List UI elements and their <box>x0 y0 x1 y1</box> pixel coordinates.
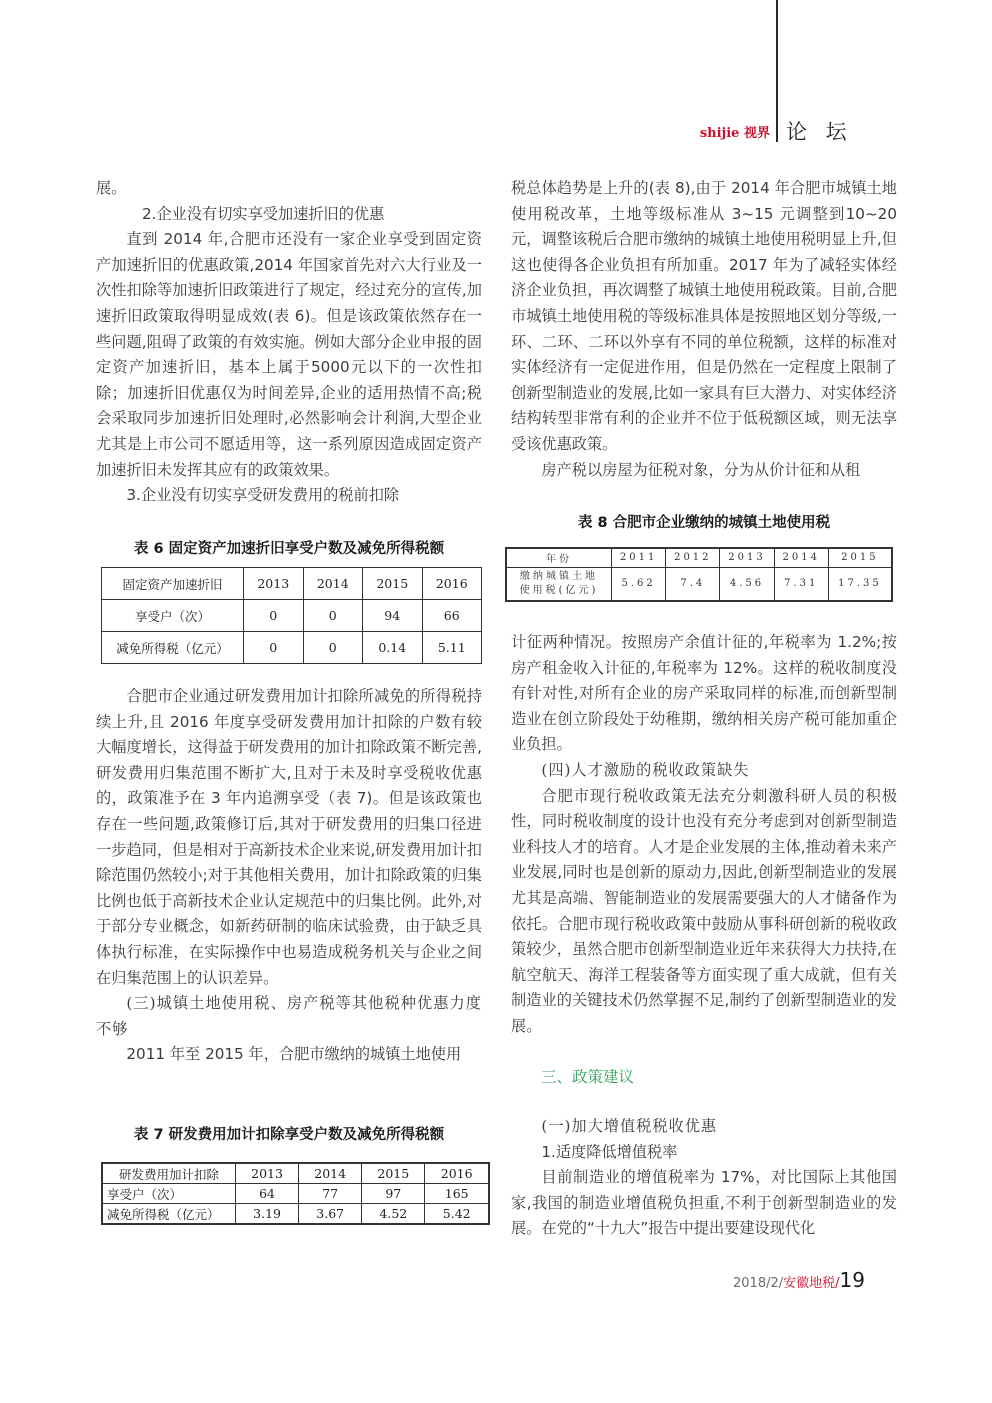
section-title: 论 坛 <box>786 120 853 144</box>
table-header-cell: 2016 <box>422 568 482 600</box>
page-number: 19 <box>839 1268 865 1292</box>
table-cell: 7.4 <box>666 567 720 601</box>
table-header-cell: 2013 <box>720 548 774 567</box>
paragraph: 合肥市现行税收政策无法充分刺激科研人员的积极性，同时税收制度的设计也没有充分考虑到对创新型制造业科技人才的培育。人才是企业发展的主体,推动着未来产业发展,同时也是创新的原动力,因此,创新型制造业的发展尤其是高端、智能制造业的发展需要强大的人才储备作为依托。合肥市现行税收政策中鼓励从事科研创新的税收政策较少，虽然合肥市创新型制造业近年来获得大力扶持,在航空航天、海洋工程装备等方面实现了重大成就，但有关制造业的关键技术仍然掌握不足,制约了创新型制造业的发展。 <box>511 786 897 1035</box>
table-cell: 4.56 <box>720 567 774 601</box>
paragraph: 展。 <box>96 179 127 197</box>
left-column-bottom <box>96 684 482 1068</box>
table-header-cell: 2016 <box>425 1163 489 1184</box>
subheading: (四)人才激励的税收政策缺失 <box>541 760 750 779</box>
paragraph: 直到 2014 年,合肥市还没有一家企业享受到固定资产加速折旧的优惠政策,2014 年国家首先对六大行业及一次性扣除等加速折旧政策进行了规定，经过充分的宣传,加速折旧政策取得明显成效(表 6)。但是该政策依然存在一些问题,阻碍了政策的有效实施。例如大部分企业申报的固定资产加速折旧，基本上属于5000元以下的一次性扣除；加速折旧优惠仅为时间差异,企业的适用热情不高;税会采取同步加速折旧处理时,必然影响会计利润,大型企业尤其是上市公司不愿适用等，这一系列原因造成固定资产加速折旧未发挥其应有的政策效果。 <box>96 230 482 479</box>
left-column-top <box>96 176 482 509</box>
table-cell: 5.62 <box>612 567 666 601</box>
table-caption: 表 6 固定资产加速折旧享受户数及减免所得税额 <box>133 541 445 557</box>
right-column-top <box>511 176 897 483</box>
subheading: 1.适度降低增值税率 <box>541 1142 678 1161</box>
table-cell: 0 <box>303 632 363 664</box>
table-cell: 17.35 <box>828 567 892 601</box>
table-row-label <box>506 567 612 601</box>
right-column-mid <box>511 630 897 1040</box>
table-cell: 0.14 <box>363 632 423 664</box>
table-cell: 减免所得税（亿元） <box>102 1204 236 1225</box>
table-header-cell: 固定资产加速折旧 <box>102 568 244 600</box>
table-header-cell: 2013 <box>236 1163 299 1184</box>
table-cell: 77 <box>299 1184 362 1204</box>
subheading: 3.企业没有切实享受研发费用的税前扣除 <box>126 486 400 505</box>
table-cell: 享受户（次） <box>102 1184 236 1204</box>
table-header-cell: 2014 <box>774 548 828 567</box>
table-header-cell: 2013 <box>244 568 304 600</box>
table-header-cell: 2014 <box>299 1163 362 1184</box>
row-label-line: 使用税(亿元) <box>519 584 599 596</box>
paragraph: 目前制造业的增值税率为 17%，对比国际上其他国家,我国的制造业增值税负担重,不利于创新型制造业的发展。在党的“十九大”报告中提出要建设现代化 <box>511 1168 897 1238</box>
table-header-cell: 2015 <box>828 548 892 567</box>
table-cell: 66 <box>422 600 482 632</box>
table-cell: 165 <box>425 1184 489 1204</box>
table-cell: 94 <box>363 600 423 632</box>
table-header-cell: 2014 <box>303 568 363 600</box>
table-header-cell: 研发费用加计扣除 <box>102 1163 236 1184</box>
page-footer <box>733 1268 865 1292</box>
table-cell: 0 <box>244 600 304 632</box>
paragraph: 2011 年至 2015 年，合肥市缴纳的城镇土地使用 <box>126 1045 462 1064</box>
table-header-cell: 年份 <box>506 548 612 567</box>
table-cell: 0 <box>303 600 363 632</box>
table-header-cell: 2015 <box>362 1163 425 1184</box>
table-cell: 7.31 <box>774 567 828 601</box>
table-header-cell: 2011 <box>612 548 666 567</box>
paragraph: 税总体趋势是上升的(表 8),由于 2014 年合肥市城镇土地使用税改革，土地等级标准从 3~15 元调整到10~20 元，调整该税后合肥市缴纳的城镇土地使用税明显上升,但这也使得各企业负担有所加重。2017 年为了减轻实体经济企业负担，再次调整了城镇土地使用税政策。目前,合肥市城镇土地使用税的等级标准具体是按照地区划分等级,一环、二环、二环以外享有不同的单位税额，这样的标准对实体经济有一定促进作用，但是仍然在一定程度上限制了创新型制造业的发展,比如一家具有巨大潜力、对实体经济结构转型非常有利的企业并不位于低税额区域，则无法享受该优惠政策。 <box>511 179 897 453</box>
table-cell: 4.52 <box>362 1204 425 1225</box>
header-brand: shijie 视界 <box>699 126 770 141</box>
paragraph: 房产税以房屋为征税对象，分为从价计征和从租 <box>541 460 861 479</box>
table-caption: 表 8 合肥市企业缴纳的城镇土地使用税 <box>577 515 831 531</box>
subheading: (三)城镇土地使用税、房产税等其他税种优惠力度不够 <box>96 994 482 1038</box>
issue-label: 2018/2/ <box>733 1276 784 1291</box>
table-cell: 减免所得税（亿元） <box>102 632 244 664</box>
table-cell: 5.11 <box>422 632 482 664</box>
table-cell: 97 <box>362 1184 425 1204</box>
table-cell: 3.67 <box>299 1204 362 1225</box>
section-heading: 三、政策建议 <box>541 1068 635 1086</box>
magazine-name: 安徽地税/ <box>783 1276 840 1291</box>
subheading: (一)加大增值税税收优惠 <box>541 1117 718 1135</box>
table-6 <box>101 567 482 664</box>
subheading: 2.企业没有切实享受加速折旧的优惠 <box>142 204 385 223</box>
table-header-cell: 2015 <box>363 568 423 600</box>
table-7 <box>101 1162 490 1225</box>
table-cell: 5.42 <box>425 1204 489 1225</box>
table-cell: 3.19 <box>236 1204 299 1225</box>
table-cell: 64 <box>236 1184 299 1204</box>
table-caption: 表 7 研发费用加计扣除享受户数及减免所得税额 <box>133 1127 445 1143</box>
row-label-line: 缴纳城镇土地 <box>520 570 598 582</box>
right-column-bottom <box>511 1114 897 1242</box>
header-rule <box>776 0 778 142</box>
table-cell: 享受户（次） <box>102 600 244 632</box>
paragraph: 计征两种情况。按照房产余值计征的,年税率为 1.2%;按房产租金收入计征的,年税率为 12%。这样的税收制度没有针对性,对所有企业的房产采取同样的标准,而创新型制造业在创立阶段处于幼稚期，缴纳相关房产税可能加重企业负担。 <box>511 633 897 754</box>
table-header-cell: 2012 <box>666 548 720 567</box>
paragraph: 合肥市企业通过研发费用加计扣除所减免的所得税持续上升,且 2016 年度享受研发费用加计扣除的户数有较大幅度增长，这得益于研发费用的加计扣除政策不断完善,研发费用归集范围不断扩大,且对于未及时享受税收优惠的，政策准予在 3 年内追溯享受（表 7)。但是该政策也存在一些问题,政策修订后,其对于研发费用的归集口径进一步趋同，但是相对于高新技术企业来说,研发费用加计扣除范围仍然较小;对于其他相关费用，加计扣除政策的归集比例也低于高新技术企业认定规范中的归集比例。此外,对于部分专业概念，如新药研制的临床试验费，由于缺乏具体执行标准，在实际操作中也易造成税务机关与企业之间在归集范围上的认识差异。 <box>96 687 482 987</box>
table-8 <box>505 547 893 602</box>
table-cell: 0 <box>244 632 304 664</box>
